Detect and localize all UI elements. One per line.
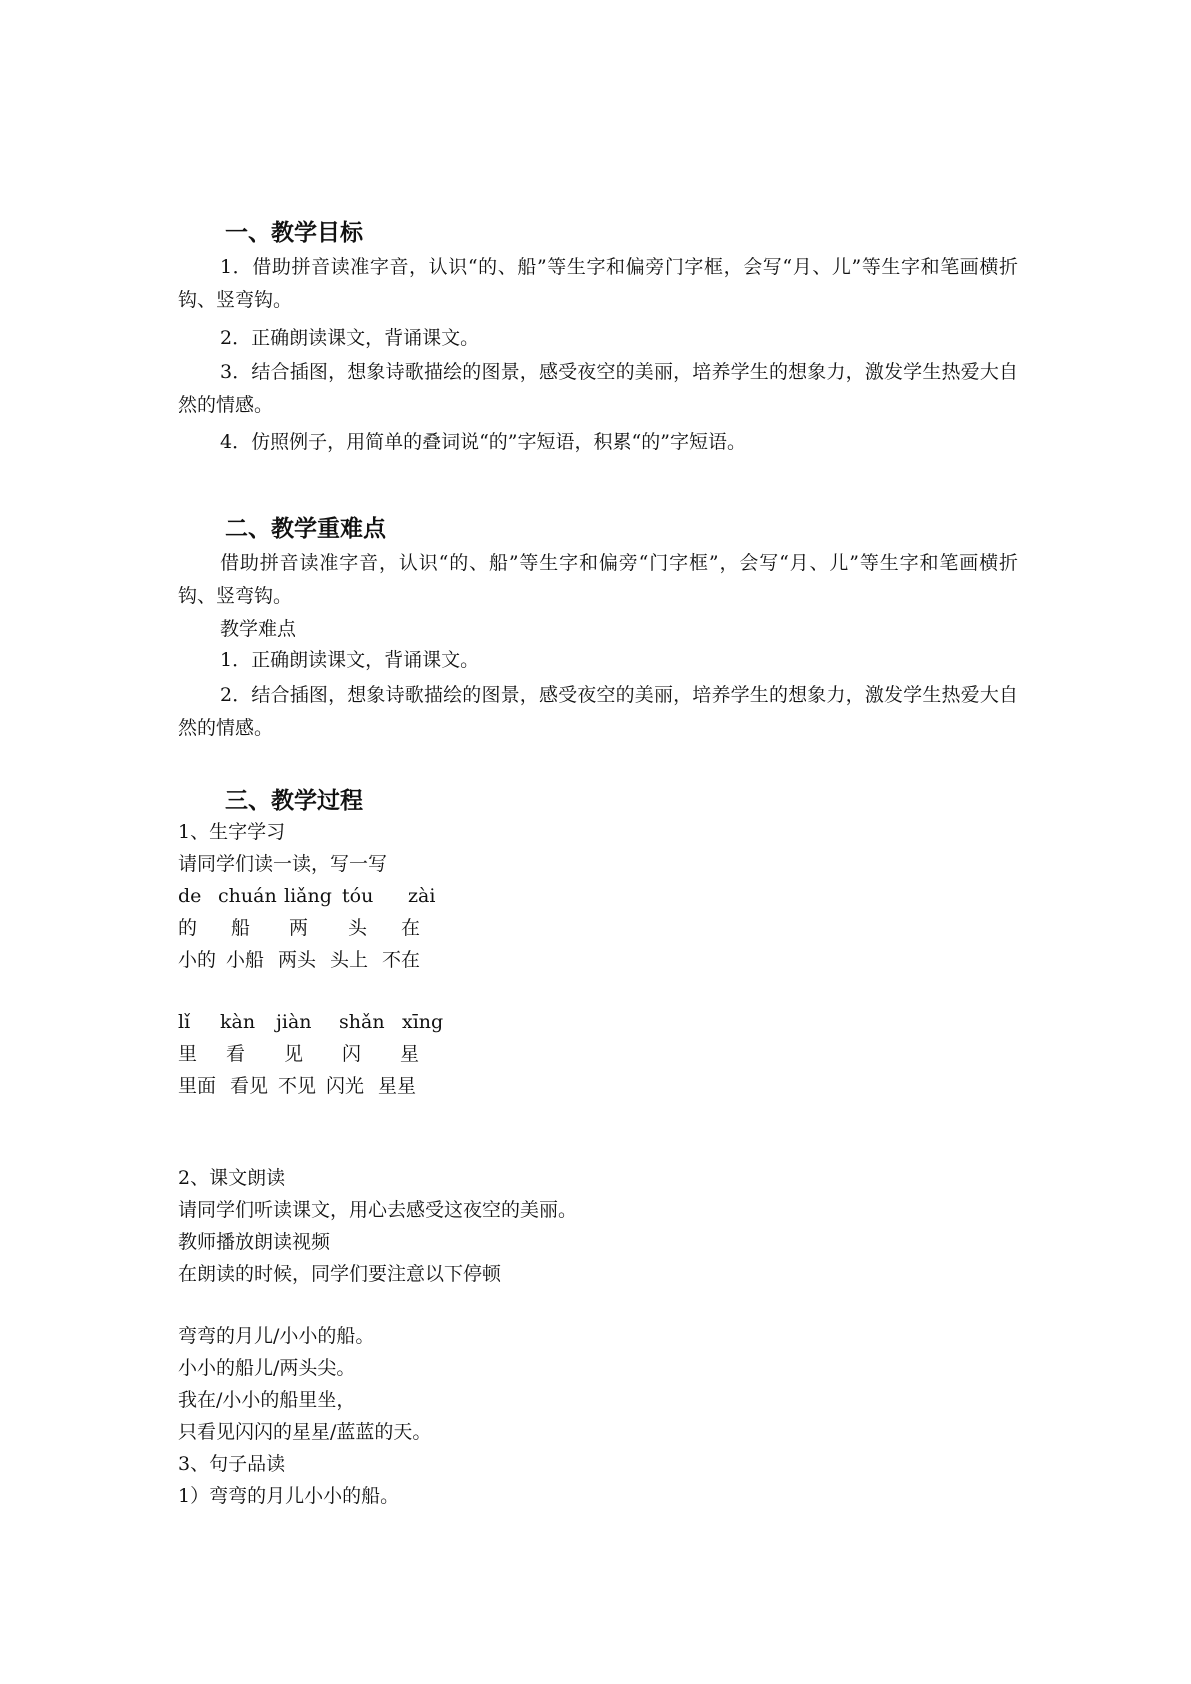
character: 在 [401, 917, 421, 939]
goal-item-2: 2．正确朗读课文，背诵课文。 [220, 327, 480, 349]
pinyin: lǐ [178, 1011, 191, 1033]
pinyin: de [178, 885, 202, 907]
word: 闪光 [326, 1075, 365, 1097]
pinyin: liǎng [284, 885, 332, 907]
character: 的 [178, 917, 198, 939]
part2-line-2: 教师播放朗读视频 [178, 1231, 331, 1253]
key-point-paragraph: 借助拼音读准字音，认识“的、船”等生字和偏旁“门字框”，会写“月、儿”等生字和笔画横折钩、竖弯钩。 [178, 552, 1018, 607]
section-heading-teaching-process: 三、教学过程 [225, 787, 363, 814]
pinyin: kàn [220, 1011, 256, 1033]
difficulty-item-1: 1．正确朗读课文，背诵课文。 [220, 649, 480, 671]
section-heading-teaching-goals: 一、教学目标 [225, 219, 363, 246]
difficulty-label: 教学难点 [220, 618, 297, 640]
pinyin: jiàn [276, 1011, 312, 1033]
pinyin: xīng [402, 1011, 444, 1033]
part3-item-1: 1）弯弯的月儿小小的船。 [178, 1485, 400, 1507]
word: 小船 [226, 949, 265, 971]
part2-title: 2、课文朗读 [178, 1167, 286, 1189]
goal-item-4: 4．仿照例子，用简单的叠词说“的”字短语，积累“的”字短语。 [220, 431, 746, 453]
word: 星星 [378, 1075, 417, 1097]
pinyin: tóu [342, 885, 374, 907]
character: 看 [226, 1043, 246, 1065]
pinyin: zài [408, 885, 436, 907]
word: 看见 [230, 1075, 269, 1097]
word: 头上 [330, 949, 369, 971]
word: 不见 [278, 1075, 317, 1097]
goal-item-1: 1．借助拼音读准字音，认识“的、船”等生字和偏旁门字框，会写“月、儿”等生字和笔画横折钩、竖弯钩。 [178, 256, 1018, 311]
character: 见 [284, 1043, 304, 1065]
poem-line-2: 小小的船儿/两头尖。 [178, 1357, 356, 1379]
poem-line-1: 弯弯的月儿/小小的船。 [178, 1325, 375, 1347]
character: 船 [231, 917, 251, 939]
part2-line-3: 在朗读的时候，同学们要注意以下停顿 [178, 1263, 502, 1285]
character: 头 [348, 917, 368, 939]
part1-prompt: 请同学们读一读，写一写 [178, 853, 388, 875]
goal-item-3: 3．结合插图，想象诗歌描绘的图景，感受夜空的美丽，培养学生的想象力，激发学生热爱大自然的情感。 [178, 361, 1018, 416]
pinyin: chuán [218, 885, 277, 907]
part2-line-1: 请同学们听读课文，用心去感受这夜空的美丽。 [178, 1199, 578, 1221]
word: 两头 [278, 949, 317, 971]
character: 两 [289, 917, 309, 939]
character: 里 [178, 1043, 198, 1065]
word: 小的 [178, 949, 217, 971]
word: 不在 [382, 949, 421, 971]
word: 里面 [178, 1075, 217, 1097]
poem-line-3: 我在/小小的船里坐， [178, 1389, 356, 1411]
character: 星 [400, 1043, 420, 1065]
part3-title: 3、句子品读 [178, 1453, 286, 1475]
poem-line-4: 只看见闪闪的星星/蓝蓝的天。 [178, 1421, 432, 1443]
pinyin: shǎn [339, 1011, 385, 1033]
character: 闪 [342, 1043, 362, 1065]
part1-title: 1、生字学习 [178, 821, 286, 843]
section-heading-key-points: 二、教学重难点 [225, 515, 386, 542]
difficulty-item-2: 2．结合插图，想象诗歌描绘的图景，感受夜空的美丽，培养学生的想象力，激发学生热爱大自然的情感。 [178, 684, 1018, 739]
